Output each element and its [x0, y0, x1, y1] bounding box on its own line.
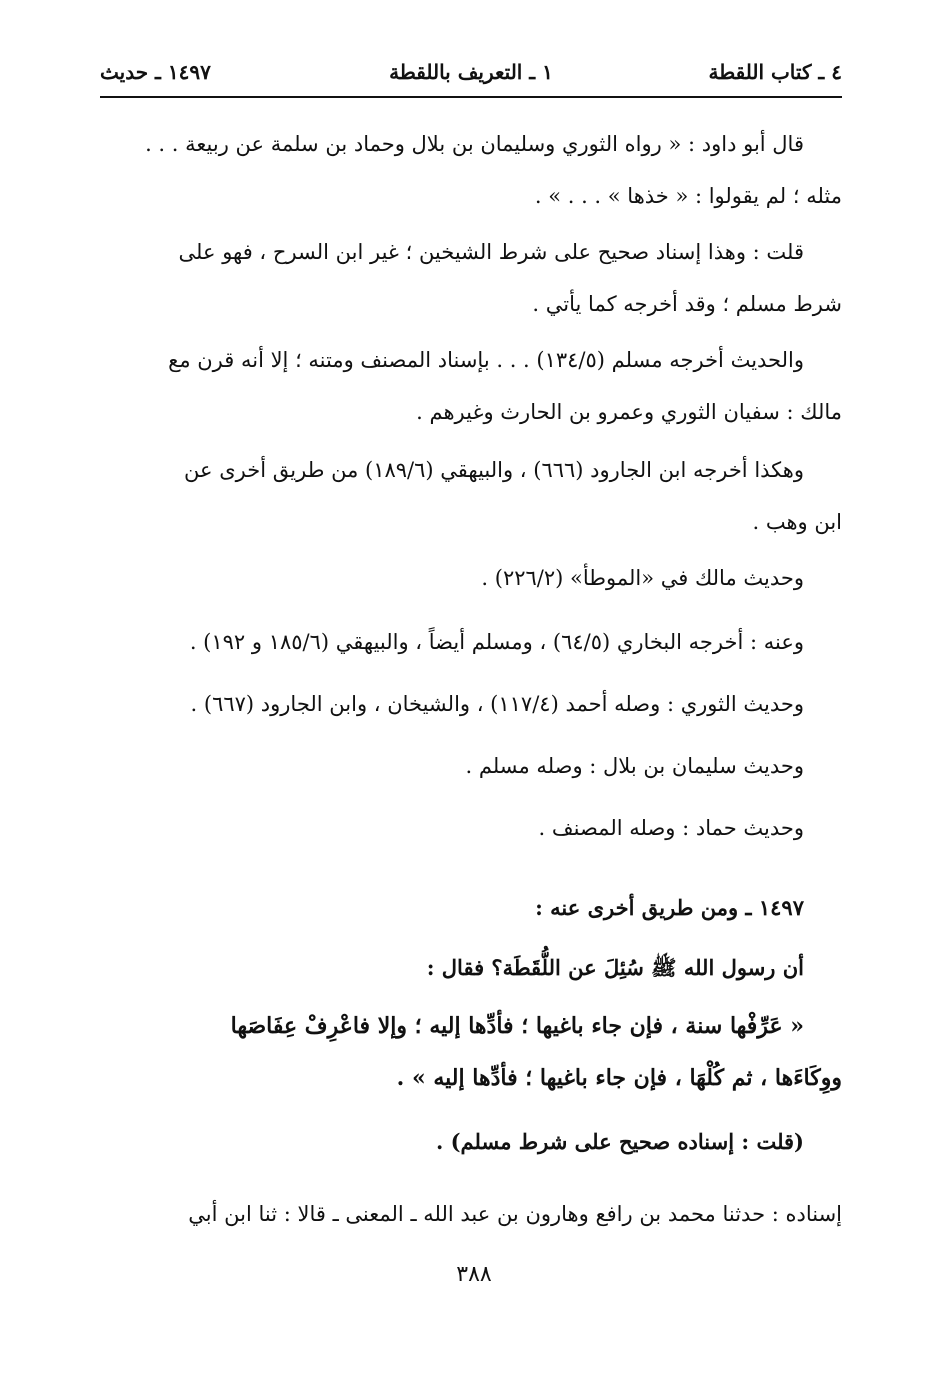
isnad-paragraph	[104, 1188, 842, 1240]
paragraph-sulayman	[104, 740, 842, 792]
paragraph-ibn-al-jarud	[104, 444, 842, 548]
text-line: ابن وهب .	[752, 510, 842, 534]
paragraph-bukhari	[104, 616, 842, 668]
text-line: وعنه : أخرجه البخاري (٦٤/٥) ، ومسلم أيضاً ، والبيهقي (١٨٥/٦ و ١٩٢) .	[189, 630, 804, 654]
paragraph-malik	[104, 552, 842, 604]
text-line: « عَرِّفْها سنة ، فإن جاء باغيها ؛ فأدِّها إليه ؛ وإلا فاعْرِفْ عِفَاصَها	[230, 1013, 804, 1039]
text-line: وحديث حماد : وصله المصنف .	[538, 816, 804, 840]
paragraph-isnad-sahih	[104, 226, 842, 330]
page-number: ٣٨٨	[456, 1262, 492, 1287]
text-line: وحديث سليمان بن بلال : وصله مسلم .	[465, 754, 804, 778]
text-line: مثله ؛ لم يقولوا : « خذها » . . . » .	[534, 184, 842, 208]
text-line: مالك : سفيان الثوري وعمرو بن الحارث وغيرهم .	[416, 400, 842, 424]
text-line: قلت : وهذا إسناد صحيح على شرط الشيخين ؛ غير ابن السرح ، فهو على	[178, 240, 804, 264]
text-line: (قلت : إسناده صحيح على شرط مسلم) .	[435, 1129, 804, 1154]
running-header	[100, 56, 842, 98]
paragraph-hammad	[104, 802, 842, 854]
hadith-intro	[104, 942, 842, 994]
text-line: إسناده : حدثنا محمد بن رافع وهارون بن عبد الله ـ المعنى ـ قالا : ثنا ابن أبي	[188, 1202, 842, 1226]
text-line: وحديث مالك في «الموطأ» (٢٢٦/٢) .	[481, 566, 804, 590]
paragraph-thawri	[104, 678, 842, 730]
text-line: ووِكَاءَها ، ثم كُلْهَا ، فإن جاء باغيها ؛ فأدِّها إليه » .	[396, 1065, 842, 1091]
header-book-title: ٤ ـ كتاب اللقطة	[708, 60, 842, 84]
text-line: وهكذا أخرجه ابن الجارود (٦٦٦) ، والبيهقي (١٨٩/٦) من طريق أخرى عن	[184, 458, 804, 482]
hadith-text	[104, 1000, 842, 1104]
hadith-heading-1497	[104, 882, 842, 934]
text-line: ١٤٩٧ ـ ومن طريق أخرى عنه :	[535, 895, 804, 920]
paragraph-muslim	[104, 334, 842, 438]
paragraph-abu-dawud	[104, 118, 842, 222]
text-line: وحديث الثوري : وصله أحمد (١١٧/٤) ، والشيخان ، وابن الجارود (٦٦٧) .	[190, 692, 804, 716]
text-line: والحديث أخرجه مسلم (١٣٤/٥) . . . بإسناد المصنف ومتنه ؛ إلا أنه قرن مع	[168, 348, 804, 372]
header-hadith-number: ١٤٩٧ ـ حديث	[100, 60, 211, 84]
header-chapter-title: ١ ـ التعريف باللقطة	[389, 60, 553, 84]
grading-note	[104, 1116, 842, 1168]
text-line: أن رسول الله ﷺ سُئِلَ عن اللُّقَطَة؟ فقال :	[426, 955, 804, 980]
text-line: قال أبو داود : « رواه الثوري وسليمان بن بلال وحماد بن سلمة عن ربيعة . . .	[145, 132, 804, 156]
text-line: شرط مسلم ؛ وقد أخرجه كما يأتي .	[532, 292, 842, 316]
